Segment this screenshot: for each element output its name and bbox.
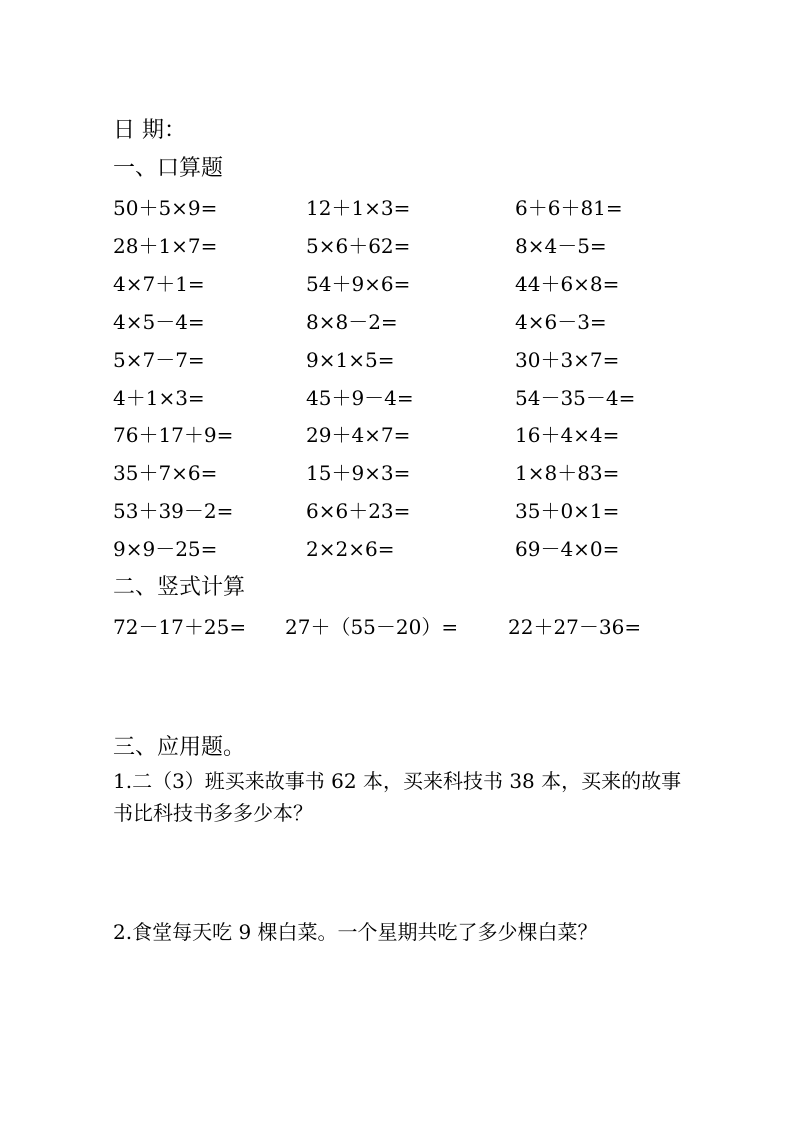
oral-problem: 28＋1×7= <box>113 234 218 258</box>
oral-problem: 53＋39－2= <box>113 499 234 523</box>
section1-title: 一、口算题 <box>113 156 224 181</box>
oral-problem: 44＋6×8= <box>515 272 620 296</box>
word-problem-1-line-2: 书比科技书多多少本？ <box>113 801 313 825</box>
oral-problem: 4＋1×3= <box>113 386 205 410</box>
oral-problem: 8×4－5= <box>515 234 607 258</box>
oral-problem: 4×6－3= <box>515 310 607 334</box>
oral-problem: 35＋7×6= <box>113 461 218 485</box>
vertical-calc-problem-2: 27＋（55－20）= <box>285 615 459 639</box>
oral-problem: 5×7－7= <box>113 348 205 372</box>
vertical-calc-problem-1: 72－17＋25= <box>113 615 247 639</box>
oral-problem: 5×6＋62= <box>306 234 411 258</box>
oral-problem: 54－35－4= <box>515 386 636 410</box>
oral-problem: 12＋1×3= <box>306 196 411 220</box>
oral-problem: 2×2×6= <box>306 537 395 561</box>
oral-problem: 29＋4×7= <box>306 423 411 447</box>
oral-problem: 45＋9－4= <box>306 386 414 410</box>
oral-problem: 30＋3×7= <box>515 348 620 372</box>
oral-problem: 6＋6＋81= <box>515 196 623 220</box>
oral-problem: 35＋0×1= <box>515 499 620 523</box>
word-problem-1-line-1: 1.二（3）班买来故事书 62 本，买来科技书 38 本，买来的故事 <box>113 769 682 793</box>
oral-problem: 50＋5×9= <box>113 196 218 220</box>
oral-problem: 54＋9×6= <box>306 272 411 296</box>
oral-problem: 4×7＋1= <box>113 272 205 296</box>
oral-problem: 69－4×0= <box>515 537 620 561</box>
oral-problem: 8×8－2= <box>306 310 398 334</box>
date-label: 日 期： <box>113 118 186 143</box>
oral-problem: 76＋17＋9= <box>113 423 234 447</box>
oral-problem: 9×1×5= <box>306 348 395 372</box>
word-problem-2: 2.食堂每天吃 9 棵白菜。一个星期共吃了多少棵白菜？ <box>113 920 598 944</box>
oral-problem: 16＋4×4= <box>515 423 620 447</box>
section2-title: 二、竖式计算 <box>113 575 246 600</box>
section3-title: 三、应用题。 <box>113 735 246 760</box>
oral-problem: 6×6＋23= <box>306 499 411 523</box>
oral-problem: 1×8＋83= <box>515 461 620 485</box>
vertical-calc-problem-3: 22＋27－36= <box>508 615 642 639</box>
oral-problem: 15＋9×3= <box>306 461 411 485</box>
oral-problem: 4×5－4= <box>113 310 205 334</box>
oral-problem: 9×9－25= <box>113 537 218 561</box>
